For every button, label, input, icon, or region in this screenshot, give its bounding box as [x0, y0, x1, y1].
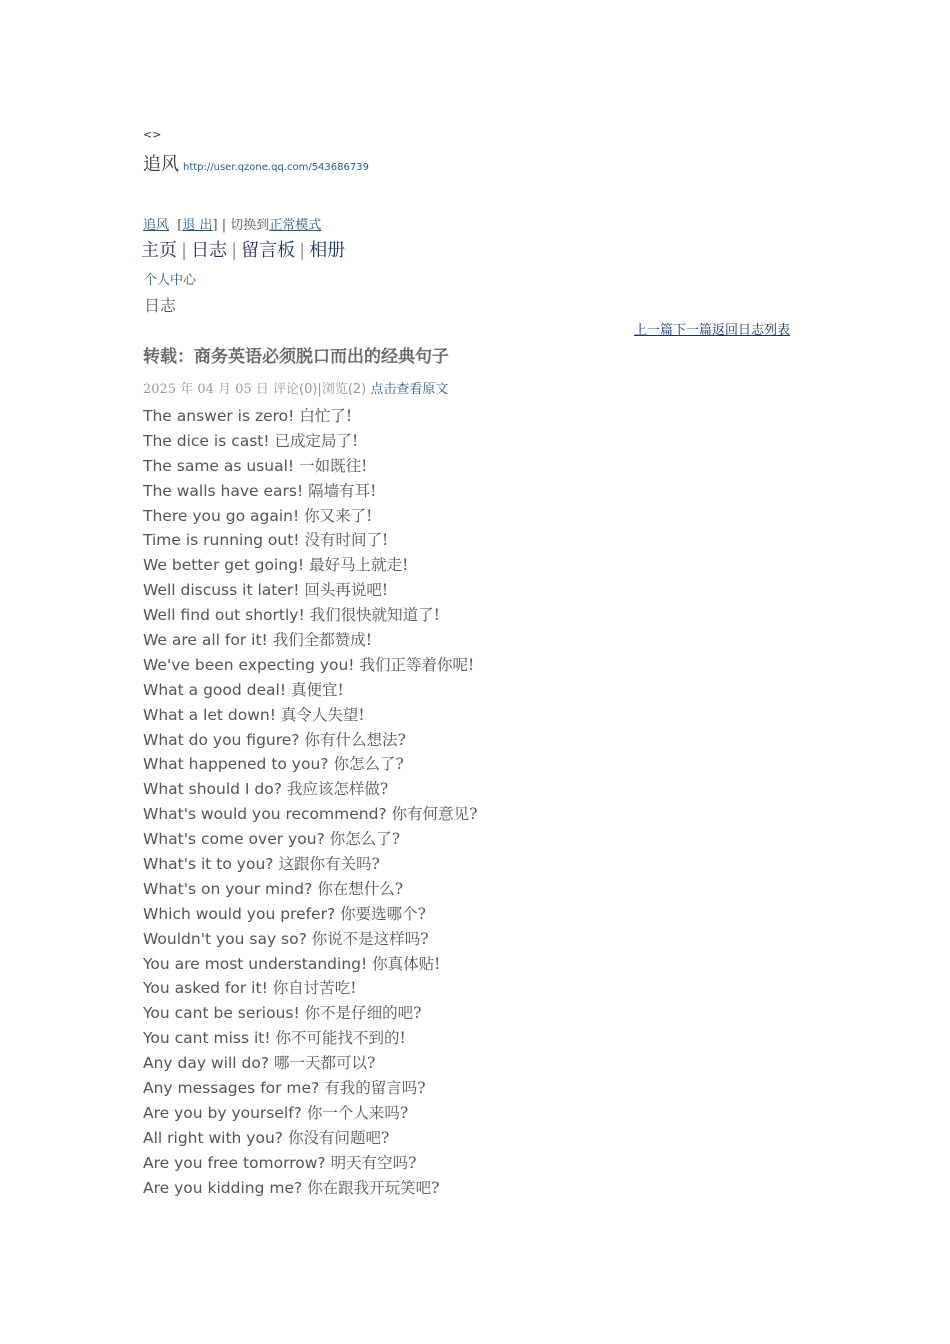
chinese-text: 没有时间了!	[304, 531, 389, 550]
english-text: All right with you?	[143, 1128, 284, 1147]
chinese-text: 你不是仔细的吧?	[304, 1004, 422, 1023]
chinese-text: 我们全都赞成!	[272, 631, 372, 650]
sentence-line	[143, 1126, 477, 1151]
chinese-text: 你在跟我开玩笑吧?	[307, 1178, 440, 1197]
post-pager	[634, 319, 790, 338]
english-text: We've been expecting you!	[143, 655, 355, 674]
sentence-line	[143, 429, 477, 454]
english-text: You are most understanding!	[143, 954, 368, 973]
chinese-text: 哪一天都可以?	[273, 1054, 376, 1073]
normal-mode-link[interactable]: 正常模式	[269, 218, 322, 233]
english-text: You cant be serious!	[143, 1004, 300, 1023]
english-text: What a good deal!	[143, 680, 287, 699]
english-text: Are you by yourself?	[143, 1103, 302, 1122]
user-link[interactable]: 追风	[143, 218, 170, 233]
english-text: The dice is cast!	[143, 431, 270, 450]
prev-post-link[interactable]: 上一篇	[634, 323, 674, 338]
chinese-text: 隔墙有耳!	[308, 481, 377, 500]
sentence-line	[143, 952, 477, 977]
english-text: Any messages for me?	[143, 1079, 320, 1098]
chinese-text: 你要选哪个?	[340, 904, 426, 923]
chinese-text: 你怎么了?	[333, 755, 404, 774]
sentence-line	[143, 553, 477, 578]
chinese-text: 你又来了!	[304, 506, 373, 525]
sentence-line	[143, 578, 477, 603]
sentence-line	[143, 479, 477, 504]
user-bar	[143, 214, 321, 233]
sentence-line	[143, 603, 477, 628]
chinese-text: 我们正等着你呢!	[359, 655, 475, 674]
english-text: What's come over you?	[143, 830, 325, 849]
site-name: 追风	[143, 154, 179, 175]
english-text: What's would you recommend?	[143, 805, 387, 824]
site-header	[143, 150, 369, 176]
english-text: You asked for it!	[143, 979, 268, 998]
chinese-text: 你有什么想法?	[304, 730, 406, 749]
chinese-text: 真令人失望!	[280, 705, 365, 724]
sentence-line	[143, 877, 477, 902]
nav-separator: |	[299, 240, 306, 261]
sentence-line	[143, 976, 477, 1001]
bracket-close: ]	[212, 218, 218, 233]
nav-blog[interactable]: 日志	[191, 240, 228, 261]
brackets-text: <>	[143, 128, 162, 141]
english-text: The same as usual!	[143, 456, 295, 475]
personal-center-link[interactable]: 个人中心	[144, 273, 197, 288]
sentence-line	[143, 404, 477, 429]
sentence-line	[143, 1176, 477, 1201]
sentence-line	[143, 1001, 477, 1026]
sentence-line	[143, 454, 477, 479]
chinese-text: 回头再说吧!	[304, 581, 389, 600]
chinese-text: 已成定局了!	[274, 431, 359, 450]
nav-album[interactable]: 相册	[309, 240, 346, 261]
chinese-text: 你真体贴!	[372, 954, 441, 973]
chinese-text: 你有何意见?	[391, 805, 478, 824]
sentence-line	[143, 504, 477, 529]
chinese-text: 这跟你有关吗?	[278, 855, 380, 874]
nav-home[interactable]: 主页	[141, 240, 177, 261]
english-text: Time is running out!	[143, 531, 300, 550]
site-url-link[interactable]: http://user.qzone.qq.com/543686739	[183, 162, 369, 173]
chinese-text: 你在想什么?	[317, 879, 404, 898]
english-text: What happened to you?	[143, 755, 329, 774]
views-count: (2)	[347, 382, 367, 397]
english-text: We better get going!	[143, 556, 305, 575]
chinese-text: 有我的留言吗?	[324, 1079, 426, 1098]
english-text: What a let down!	[143, 705, 276, 724]
sentence-line	[143, 777, 477, 802]
sentence-line	[143, 1151, 477, 1176]
post-meta	[143, 378, 448, 397]
english-text: What's on your mind?	[143, 879, 313, 898]
english-text: What's it to you?	[143, 855, 274, 874]
comments-label: 评论	[272, 382, 299, 397]
chinese-text: 真便宜!	[290, 680, 344, 699]
english-text: You cant miss it!	[143, 1029, 271, 1048]
english-text: Any day will do?	[143, 1054, 270, 1073]
chinese-text: 你说不是这样吗?	[311, 929, 429, 948]
sentence-line	[143, 628, 477, 653]
chinese-text: 白忙了!	[299, 407, 353, 425]
section-title: 日志	[144, 296, 177, 315]
nav-separator: |	[231, 240, 238, 261]
chinese-text: 你不可能找不到的!	[275, 1029, 406, 1048]
sentence-line	[143, 852, 477, 877]
sentence-line	[143, 703, 477, 728]
english-text: There you go again!	[143, 506, 300, 525]
main-nav	[141, 236, 345, 262]
english-text: The answer is zero!	[143, 407, 295, 425]
sentence-line	[143, 752, 477, 777]
back-to-list-link[interactable]: 返回日志列表	[712, 323, 791, 338]
post-date: 2025 年 04 月 05 日	[143, 382, 269, 397]
sentence-line	[143, 1101, 477, 1126]
english-text: What should I do?	[143, 780, 282, 799]
sentence-line	[143, 728, 477, 753]
chinese-text: 你一个人来吗?	[306, 1103, 409, 1122]
meta-separator: |	[317, 382, 322, 397]
sentence-line	[143, 1076, 477, 1101]
bracket-open: [	[173, 218, 183, 233]
english-text: What do you figure?	[143, 730, 300, 749]
sentence-line	[143, 802, 477, 827]
separator: |	[221, 218, 227, 233]
switch-label: 切换到	[230, 218, 270, 233]
english-text: Wouldn't you say so?	[143, 929, 307, 948]
sentence-line	[143, 678, 477, 703]
english-text: Are you kidding me?	[143, 1178, 303, 1197]
sentence-line	[143, 902, 477, 927]
sentence-line	[143, 528, 477, 553]
nav-separator: |	[181, 240, 188, 261]
sentence-line	[143, 1026, 477, 1051]
next-post-link[interactable]: 下一篇	[673, 323, 713, 338]
chinese-text: 我们很快就知道了!	[309, 606, 440, 625]
chinese-text: 你怎么了?	[329, 830, 401, 849]
sentence-line	[143, 927, 477, 952]
chinese-text: 我应该怎样做?	[286, 780, 389, 799]
chinese-text: 明天有空吗?	[330, 1153, 417, 1172]
chinese-text: 最好马上就走!	[309, 556, 409, 575]
logout-link[interactable]: 退 出	[182, 218, 213, 233]
comments-count: (0)	[299, 382, 318, 397]
sentence-line	[143, 1051, 477, 1076]
chinese-text: 一如既往!	[299, 456, 368, 475]
view-original-link[interactable]: 点击查看原文	[370, 382, 449, 397]
nav-guestbook[interactable]: 留言板	[241, 240, 296, 261]
english-text: Which would you prefer?	[143, 904, 336, 923]
english-text: Well find out shortly!	[143, 606, 305, 625]
sentence-line	[143, 653, 477, 678]
english-text: The walls have ears!	[143, 481, 304, 500]
sentence-line	[143, 827, 477, 852]
chinese-text: 你没有问题吧?	[287, 1128, 390, 1147]
post-content	[143, 404, 477, 1201]
views-label: 浏览	[321, 382, 348, 397]
chinese-text: 你自讨苦吃!	[272, 979, 357, 998]
english-text: We are all for it!	[143, 631, 268, 650]
english-text: Are you free tomorrow?	[143, 1153, 326, 1172]
english-text: Well discuss it later!	[143, 581, 300, 600]
post-title: 转载：商务英语必须脱口而出的经典句子	[143, 347, 449, 367]
